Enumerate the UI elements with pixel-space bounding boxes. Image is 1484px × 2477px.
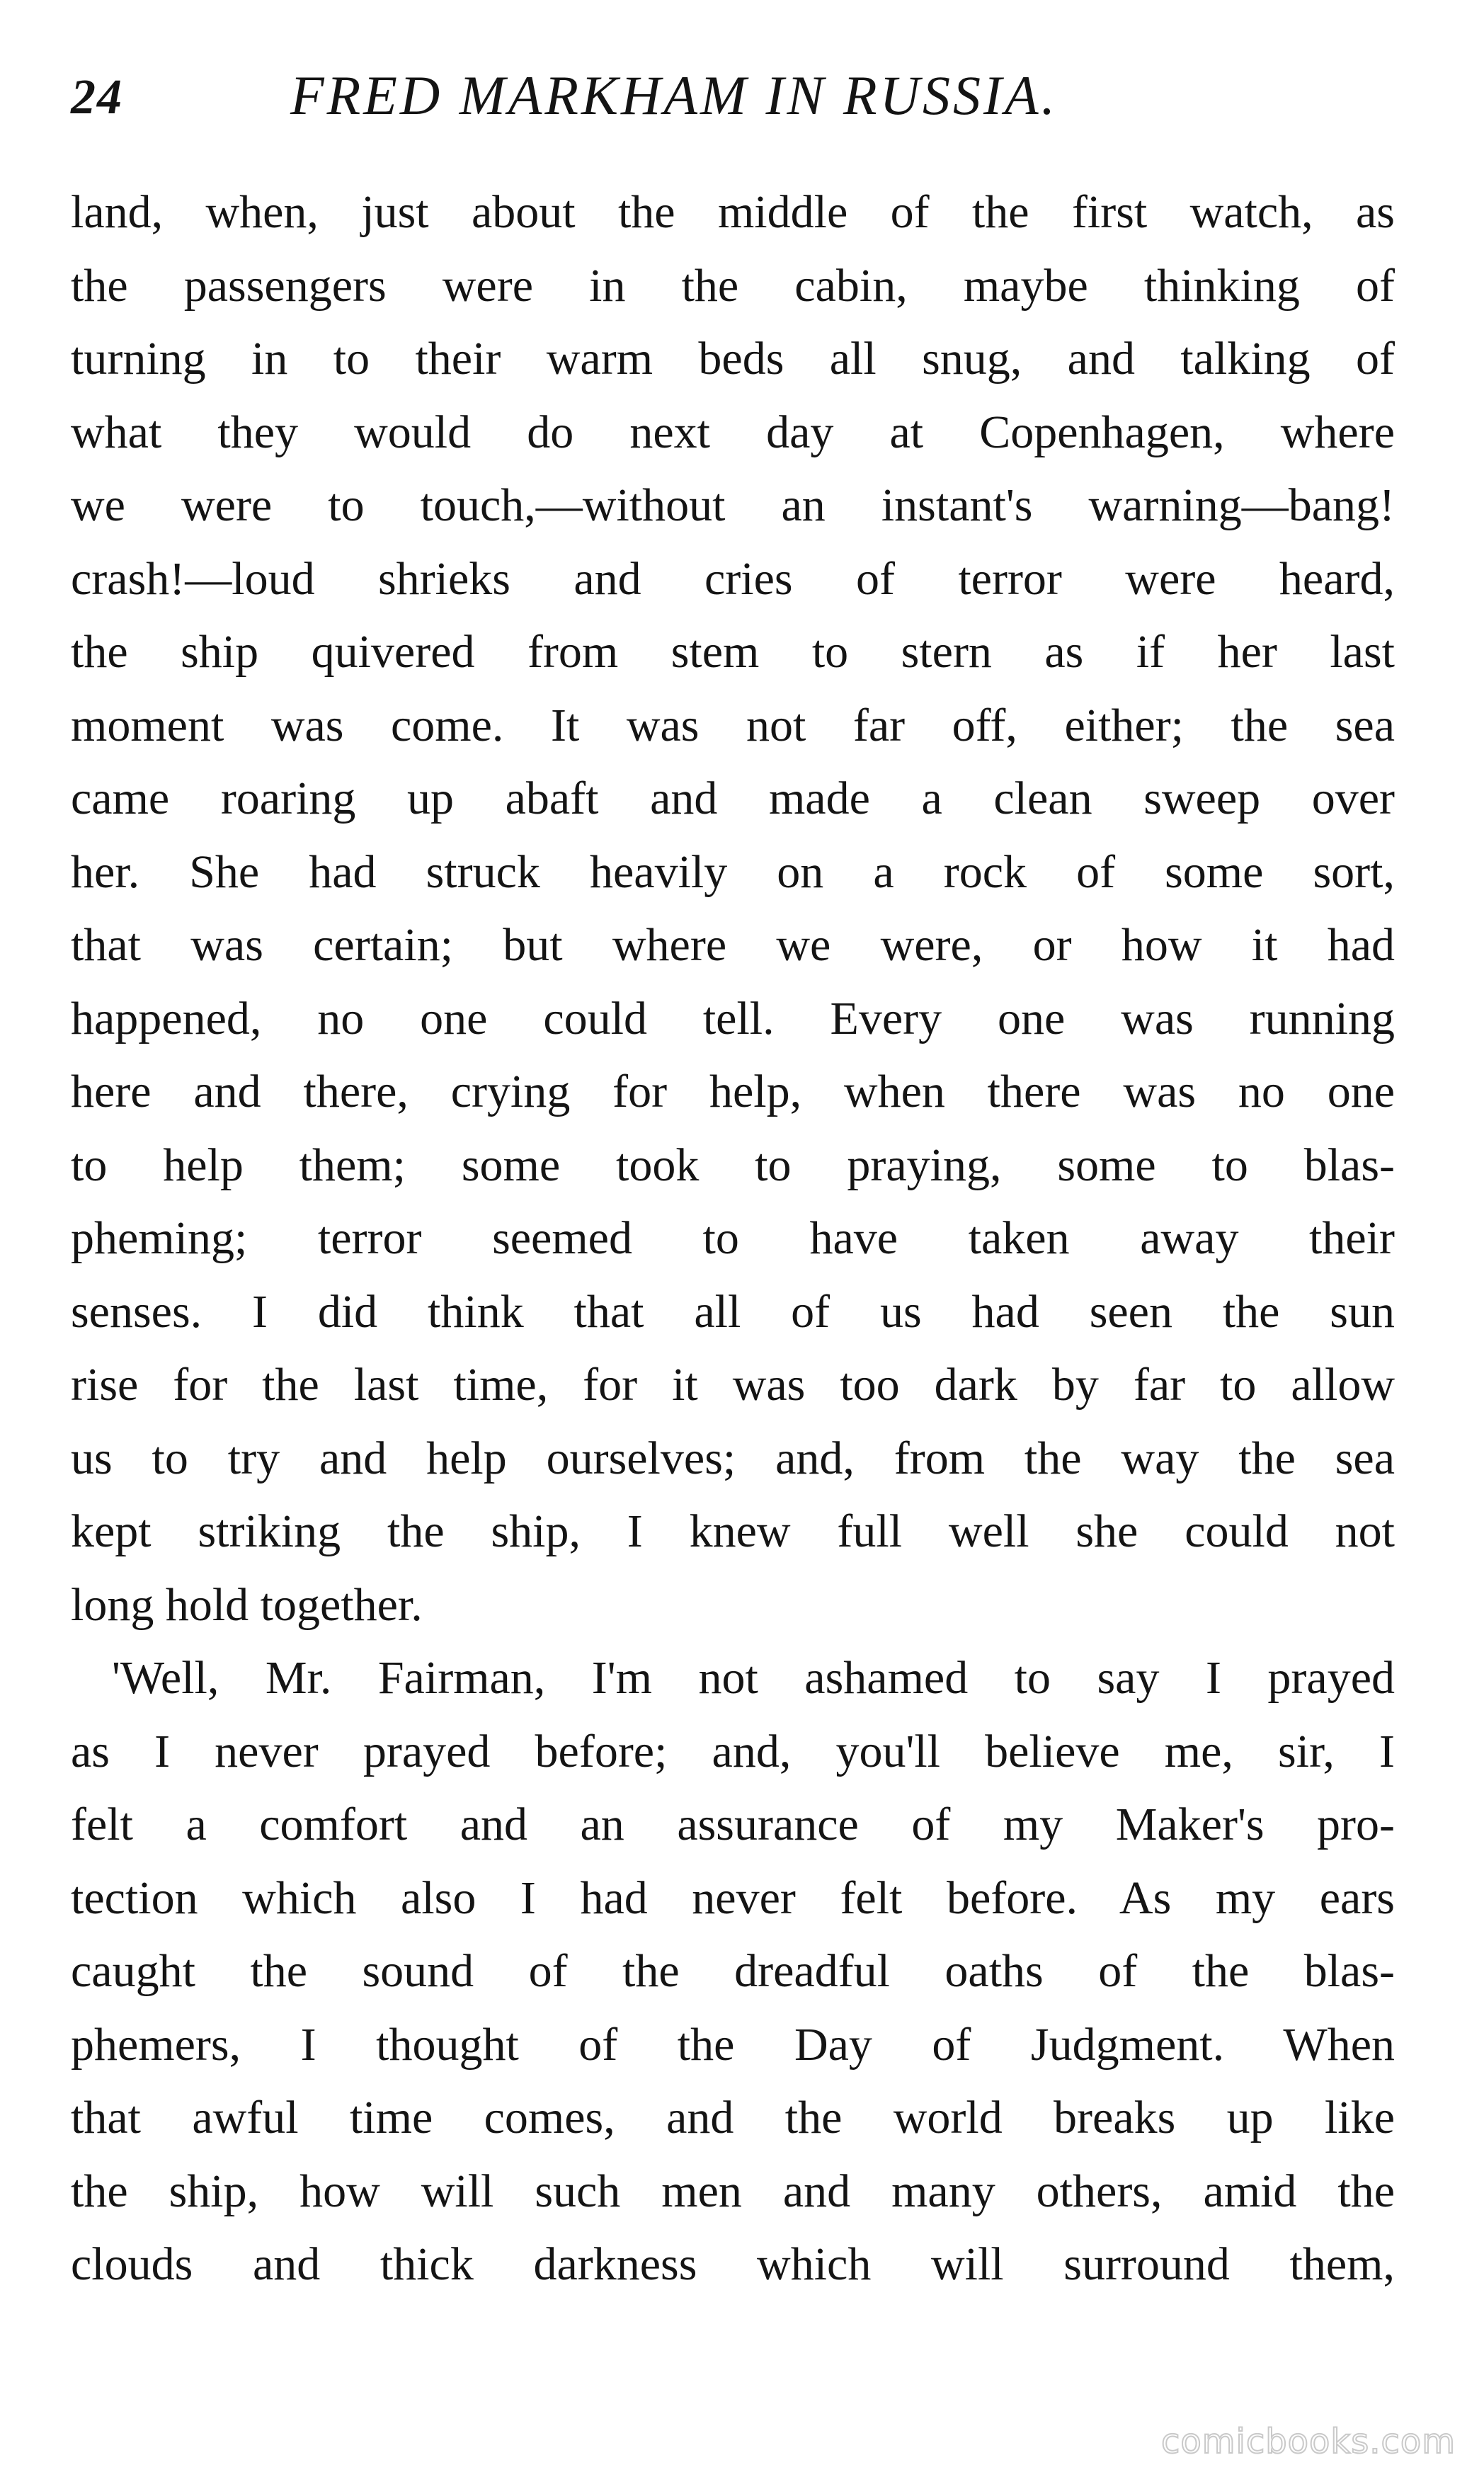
text-line: the passengers were in the cabin, maybe thinking of <box>71 259 1395 312</box>
text-line: came roaring up abaft and made a clean sweep over <box>71 773 1395 824</box>
running-head: FRED MARKHAM IN RUSSIA. <box>290 64 1058 126</box>
text-line: that was certain; but where we were, or how it had <box>71 919 1395 971</box>
text-line: phemers, I thought of the Day of Judgment. When <box>71 2018 1395 2071</box>
text-line: as I never prayed before; and, you'll believe me, sir, I <box>71 1725 1395 1777</box>
watermark: comicbooks.com <box>1160 2422 1456 2461</box>
text-line: land, when, just about the middle of the first watch, as <box>71 186 1395 238</box>
text-line: clouds and thick darkness which will surround them, <box>71 2238 1395 2290</box>
text-line: rise for the last time, for it was too dark by far to allow <box>71 1359 1395 1411</box>
text-line: caught the sound of the dreadful oaths of the blas- <box>71 1945 1395 1997</box>
text-line: that awful time comes, and the world breaks up like <box>71 2092 1395 2143</box>
text-line: crash!—loud shrieks and cries of terror were heard, <box>71 552 1395 605</box>
text-line: moment was come. It was not far off, either; the sea <box>71 699 1395 751</box>
text-line: what they would do next day at Copenhagen, where <box>71 406 1395 458</box>
text-line: we were to touch,—without an instant's warning—bang! <box>71 479 1395 531</box>
text-line: felt a comfort and an assurance of my Maker's pro- <box>71 1799 1395 1850</box>
text-line: senses. I did think that all of us had seen the sun <box>71 1285 1395 1338</box>
page-number: 24 <box>71 70 123 125</box>
text-line: pheming; terror seemed to have taken away their <box>71 1212 1395 1264</box>
paragraph-start-line: 'Well, Mr. Fairman, I'm not ashamed to say I prayed <box>112 1652 1395 1704</box>
body-text <box>71 176 1395 2301</box>
text-line: the ship quivered from stem to stern as if her last <box>71 626 1395 678</box>
text-line: us to try and help ourselves; and, from the way the sea <box>71 1432 1395 1484</box>
text-line: to help them; some took to praying, some to blas- <box>71 1139 1395 1191</box>
text-line: happened, no one could tell. Every one was running <box>71 992 1395 1044</box>
text-line: her. She had struck heavily on a rock of some sort, <box>71 845 1395 898</box>
text-line: turning in to their warm beds all snug, and talking of <box>71 333 1395 385</box>
page-header <box>71 64 1395 142</box>
text-line: the ship, how will such men and many others, amid the <box>71 2165 1395 2217</box>
text-line: here and there, crying for help, when there was no one <box>71 1066 1395 1117</box>
text-line: tection which also I had never felt before. As my ears <box>71 1872 1395 1924</box>
paragraph-end-line: long hold together. <box>71 1578 423 1631</box>
text-line: kept striking the ship, I knew full well she could not <box>71 1505 1395 1557</box>
